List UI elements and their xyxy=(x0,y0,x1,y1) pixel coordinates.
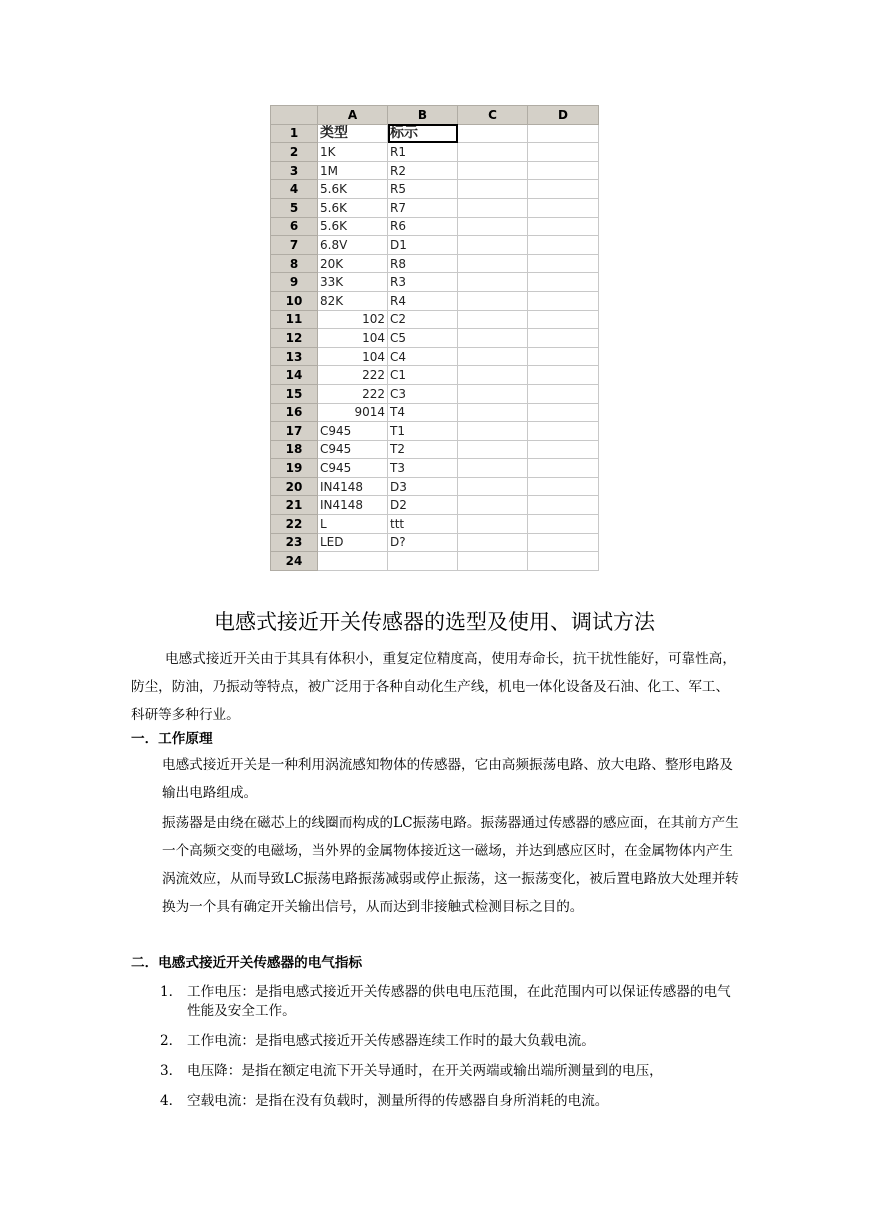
list-item xyxy=(160,983,742,1021)
cell-a: C945 xyxy=(318,440,388,459)
row-number: 21 xyxy=(271,496,318,515)
list-item-text: 工作电流：是指电感式接近开关传感器连续工作时的最大负载电流。 xyxy=(187,1033,595,1049)
column-header-a: A xyxy=(318,106,388,125)
table-row xyxy=(271,403,599,422)
cell-b: R6 xyxy=(388,217,458,236)
cell-d xyxy=(528,273,599,292)
list-item-text: 电压降：是指在额定电流下开关导通时，在开关两端或输出端所测量到的电压， xyxy=(187,1063,663,1079)
select-all-corner xyxy=(271,106,318,125)
cell-c xyxy=(458,161,528,180)
list-item-number: 4． xyxy=(160,1093,183,1109)
table-row xyxy=(271,515,599,534)
section-heading-working-principle: 一．工作原理 xyxy=(131,731,213,747)
cell-c xyxy=(458,198,528,217)
row-number: 14 xyxy=(271,366,318,385)
cell-c xyxy=(458,236,528,255)
cell-c xyxy=(458,496,528,515)
list-item xyxy=(160,1092,742,1111)
cell-a: 222 xyxy=(318,366,388,385)
cell-c xyxy=(458,329,528,348)
row-number: 6 xyxy=(271,217,318,236)
cell-b: R8 xyxy=(388,254,458,273)
column-header-d: D xyxy=(528,106,599,125)
table-row xyxy=(271,496,599,515)
cell-c xyxy=(458,124,528,143)
cell-c xyxy=(458,180,528,199)
cell-a: LED xyxy=(318,533,388,552)
cell-b: T4 xyxy=(388,403,458,422)
cell-d xyxy=(528,236,599,255)
cell-d xyxy=(528,403,599,422)
row-number: 2 xyxy=(271,143,318,162)
cell-c xyxy=(458,217,528,236)
cell-d xyxy=(528,440,599,459)
cell-b: D? xyxy=(388,533,458,552)
table-row xyxy=(271,161,599,180)
cell-c xyxy=(458,366,528,385)
row-number: 4 xyxy=(271,180,318,199)
table-row xyxy=(271,477,599,496)
section1-paragraph-2: 振荡器是由绕在磁芯上的线圈而构成的LC振荡电路。振荡器通过传感器的感应面，在其前方产生一个高频交变的电磁场，当外界的金属物体接近这一磁场，并达到感应区时，在金属物体内产生涡流效应，从而导致LC振荡电路振荡减弱或停止振荡，这一振荡变化，被后置电路放大处理并转换为一个具有确定开关输出信号，从而达到非接触式检测目标之目的。 xyxy=(162,815,739,915)
column-header-b: B xyxy=(388,106,458,125)
cell-b: C5 xyxy=(388,329,458,348)
row-number: 9 xyxy=(271,273,318,292)
spec-list xyxy=(160,983,742,1122)
cell-c xyxy=(458,310,528,329)
cell-d xyxy=(528,366,599,385)
cell-a: 5.6K xyxy=(318,198,388,217)
table-row xyxy=(271,310,599,329)
cell-b: T1 xyxy=(388,422,458,441)
cell-a: IN4148 xyxy=(318,496,388,515)
row-number: 3 xyxy=(271,161,318,180)
cell-d xyxy=(528,384,599,403)
row-number: 7 xyxy=(271,236,318,255)
intro-paragraph: 电感式接近开关由于其具有体积小，重复定位精度高，使用寿命长，抗干扰性能好，可靠性高，防尘，防油，乃振动等特点，被广泛用于各种自动化生产线，机电一体化设备及石油、化工、军工、科研等多种行业。 xyxy=(131,651,736,723)
cell-d xyxy=(528,124,599,143)
row-number: 13 xyxy=(271,347,318,366)
document-title: 电感式接近开关传感器的选型及使用、调试方法 xyxy=(214,610,655,634)
cell-a: 33K xyxy=(318,273,388,292)
table-row xyxy=(271,422,599,441)
row-number: 15 xyxy=(271,384,318,403)
column-header-c: C xyxy=(458,106,528,125)
cell-c xyxy=(458,552,528,571)
cell-d xyxy=(528,477,599,496)
table-row xyxy=(271,254,599,273)
section1-paragraph-1: 电感式接近开关是一种利用涡流感知物体的传感器，它由高频振荡电路、放大电路、整形电路及输出电路组成。 xyxy=(162,757,733,801)
table-row xyxy=(271,459,599,478)
cell-a: 1K xyxy=(318,143,388,162)
cell-d xyxy=(528,533,599,552)
cell-a: 102 xyxy=(318,310,388,329)
cell-c xyxy=(458,477,528,496)
cell-b: C4 xyxy=(388,347,458,366)
table-row xyxy=(271,143,599,162)
row-number: 5 xyxy=(271,198,318,217)
table-row xyxy=(271,552,599,571)
cell-d xyxy=(528,254,599,273)
spreadsheet-screenshot xyxy=(270,105,599,571)
list-item-number: 3． xyxy=(160,1063,183,1079)
cell-b: D3 xyxy=(388,477,458,496)
column-header-row xyxy=(271,106,599,125)
table-row xyxy=(271,180,599,199)
row-number: 12 xyxy=(271,329,318,348)
cell-d xyxy=(528,329,599,348)
cell-c xyxy=(458,533,528,552)
table-row xyxy=(271,366,599,385)
cell-a: 5.6K xyxy=(318,217,388,236)
list-item-number: 2． xyxy=(160,1033,183,1049)
cell-a xyxy=(318,552,388,571)
cell-c xyxy=(458,440,528,459)
cell-b: D2 xyxy=(388,496,458,515)
cell-a: L xyxy=(318,515,388,534)
table-row xyxy=(271,198,599,217)
cell-a: 5.6K xyxy=(318,180,388,199)
cell-a: 1M xyxy=(318,161,388,180)
cell-b: R4 xyxy=(388,291,458,310)
cell-a: IN4148 xyxy=(318,477,388,496)
cell-d xyxy=(528,552,599,571)
spreadsheet-body xyxy=(271,124,599,570)
cell-d xyxy=(528,422,599,441)
list-item-text: 工作电压：是指电感式接近开关传感器的供电电压范围，在此范围内可以保证传感器的电气性能及安全工作。 xyxy=(187,984,731,1019)
table-row xyxy=(271,236,599,255)
table-row xyxy=(271,217,599,236)
cell-b: C2 xyxy=(388,310,458,329)
table-row xyxy=(271,347,599,366)
cell-b: C1 xyxy=(388,366,458,385)
cell-d xyxy=(528,459,599,478)
cell-d xyxy=(528,347,599,366)
cell-b xyxy=(388,552,458,571)
list-item-number: 1． xyxy=(160,984,183,1000)
cell-d xyxy=(528,161,599,180)
cell-d xyxy=(528,217,599,236)
cell-c xyxy=(458,254,528,273)
cell-c xyxy=(458,459,528,478)
section-heading-electrical-specs: 二．电感式接近开关传感器的电气指标 xyxy=(131,955,363,971)
cell-b: R7 xyxy=(388,198,458,217)
cell-c xyxy=(458,422,528,441)
cell-d xyxy=(528,496,599,515)
cell-d xyxy=(528,291,599,310)
cell-a: C945 xyxy=(318,459,388,478)
cell-a: C945 xyxy=(318,422,388,441)
list-item-text: 空载电流：是指在没有负载时，测量所得的传感器自身所消耗的电流。 xyxy=(187,1093,609,1109)
cell-c xyxy=(458,143,528,162)
cell-c xyxy=(458,384,528,403)
cell-b: D1 xyxy=(388,236,458,255)
row-number: 10 xyxy=(271,291,318,310)
table-row xyxy=(271,440,599,459)
cell-a: 104 xyxy=(318,329,388,348)
cell-a: 82K xyxy=(318,291,388,310)
cell-d xyxy=(528,310,599,329)
table-row xyxy=(271,329,599,348)
cell-b: R2 xyxy=(388,161,458,180)
cell-b: T2 xyxy=(388,440,458,459)
cell-c xyxy=(458,515,528,534)
cell-a: 222 xyxy=(318,384,388,403)
row-number: 11 xyxy=(271,310,318,329)
cell-b: T3 xyxy=(388,459,458,478)
cell-a: 6.8V xyxy=(318,236,388,255)
row-number: 1 xyxy=(271,124,318,143)
cell-b: R3 xyxy=(388,273,458,292)
cell-c xyxy=(458,403,528,422)
table-row xyxy=(271,384,599,403)
cell-d xyxy=(528,198,599,217)
table-row xyxy=(271,533,599,552)
cell-a: 类型 xyxy=(318,124,388,143)
row-number: 16 xyxy=(271,403,318,422)
cell-a: 20K xyxy=(318,254,388,273)
cell-c xyxy=(458,347,528,366)
row-number: 19 xyxy=(271,459,318,478)
row-number: 24 xyxy=(271,552,318,571)
row-number: 18 xyxy=(271,440,318,459)
list-item xyxy=(160,1062,742,1081)
cell-b: ttt xyxy=(388,515,458,534)
cell-c xyxy=(458,273,528,292)
cell-b: C3 xyxy=(388,384,458,403)
cell-b: R5 xyxy=(388,180,458,199)
cell-d xyxy=(528,143,599,162)
cell-c xyxy=(458,291,528,310)
cell-a: 9014 xyxy=(318,403,388,422)
cell-d xyxy=(528,180,599,199)
cell-b: R1 xyxy=(388,143,458,162)
cell-b: 标示 xyxy=(388,124,458,143)
cell-a: 104 xyxy=(318,347,388,366)
row-number: 8 xyxy=(271,254,318,273)
row-number: 22 xyxy=(271,515,318,534)
table-row xyxy=(271,124,599,143)
row-number: 23 xyxy=(271,533,318,552)
cell-d xyxy=(528,515,599,534)
row-number: 17 xyxy=(271,422,318,441)
list-item xyxy=(160,1032,742,1051)
table-row xyxy=(271,273,599,292)
table-row xyxy=(271,291,599,310)
row-number: 20 xyxy=(271,477,318,496)
